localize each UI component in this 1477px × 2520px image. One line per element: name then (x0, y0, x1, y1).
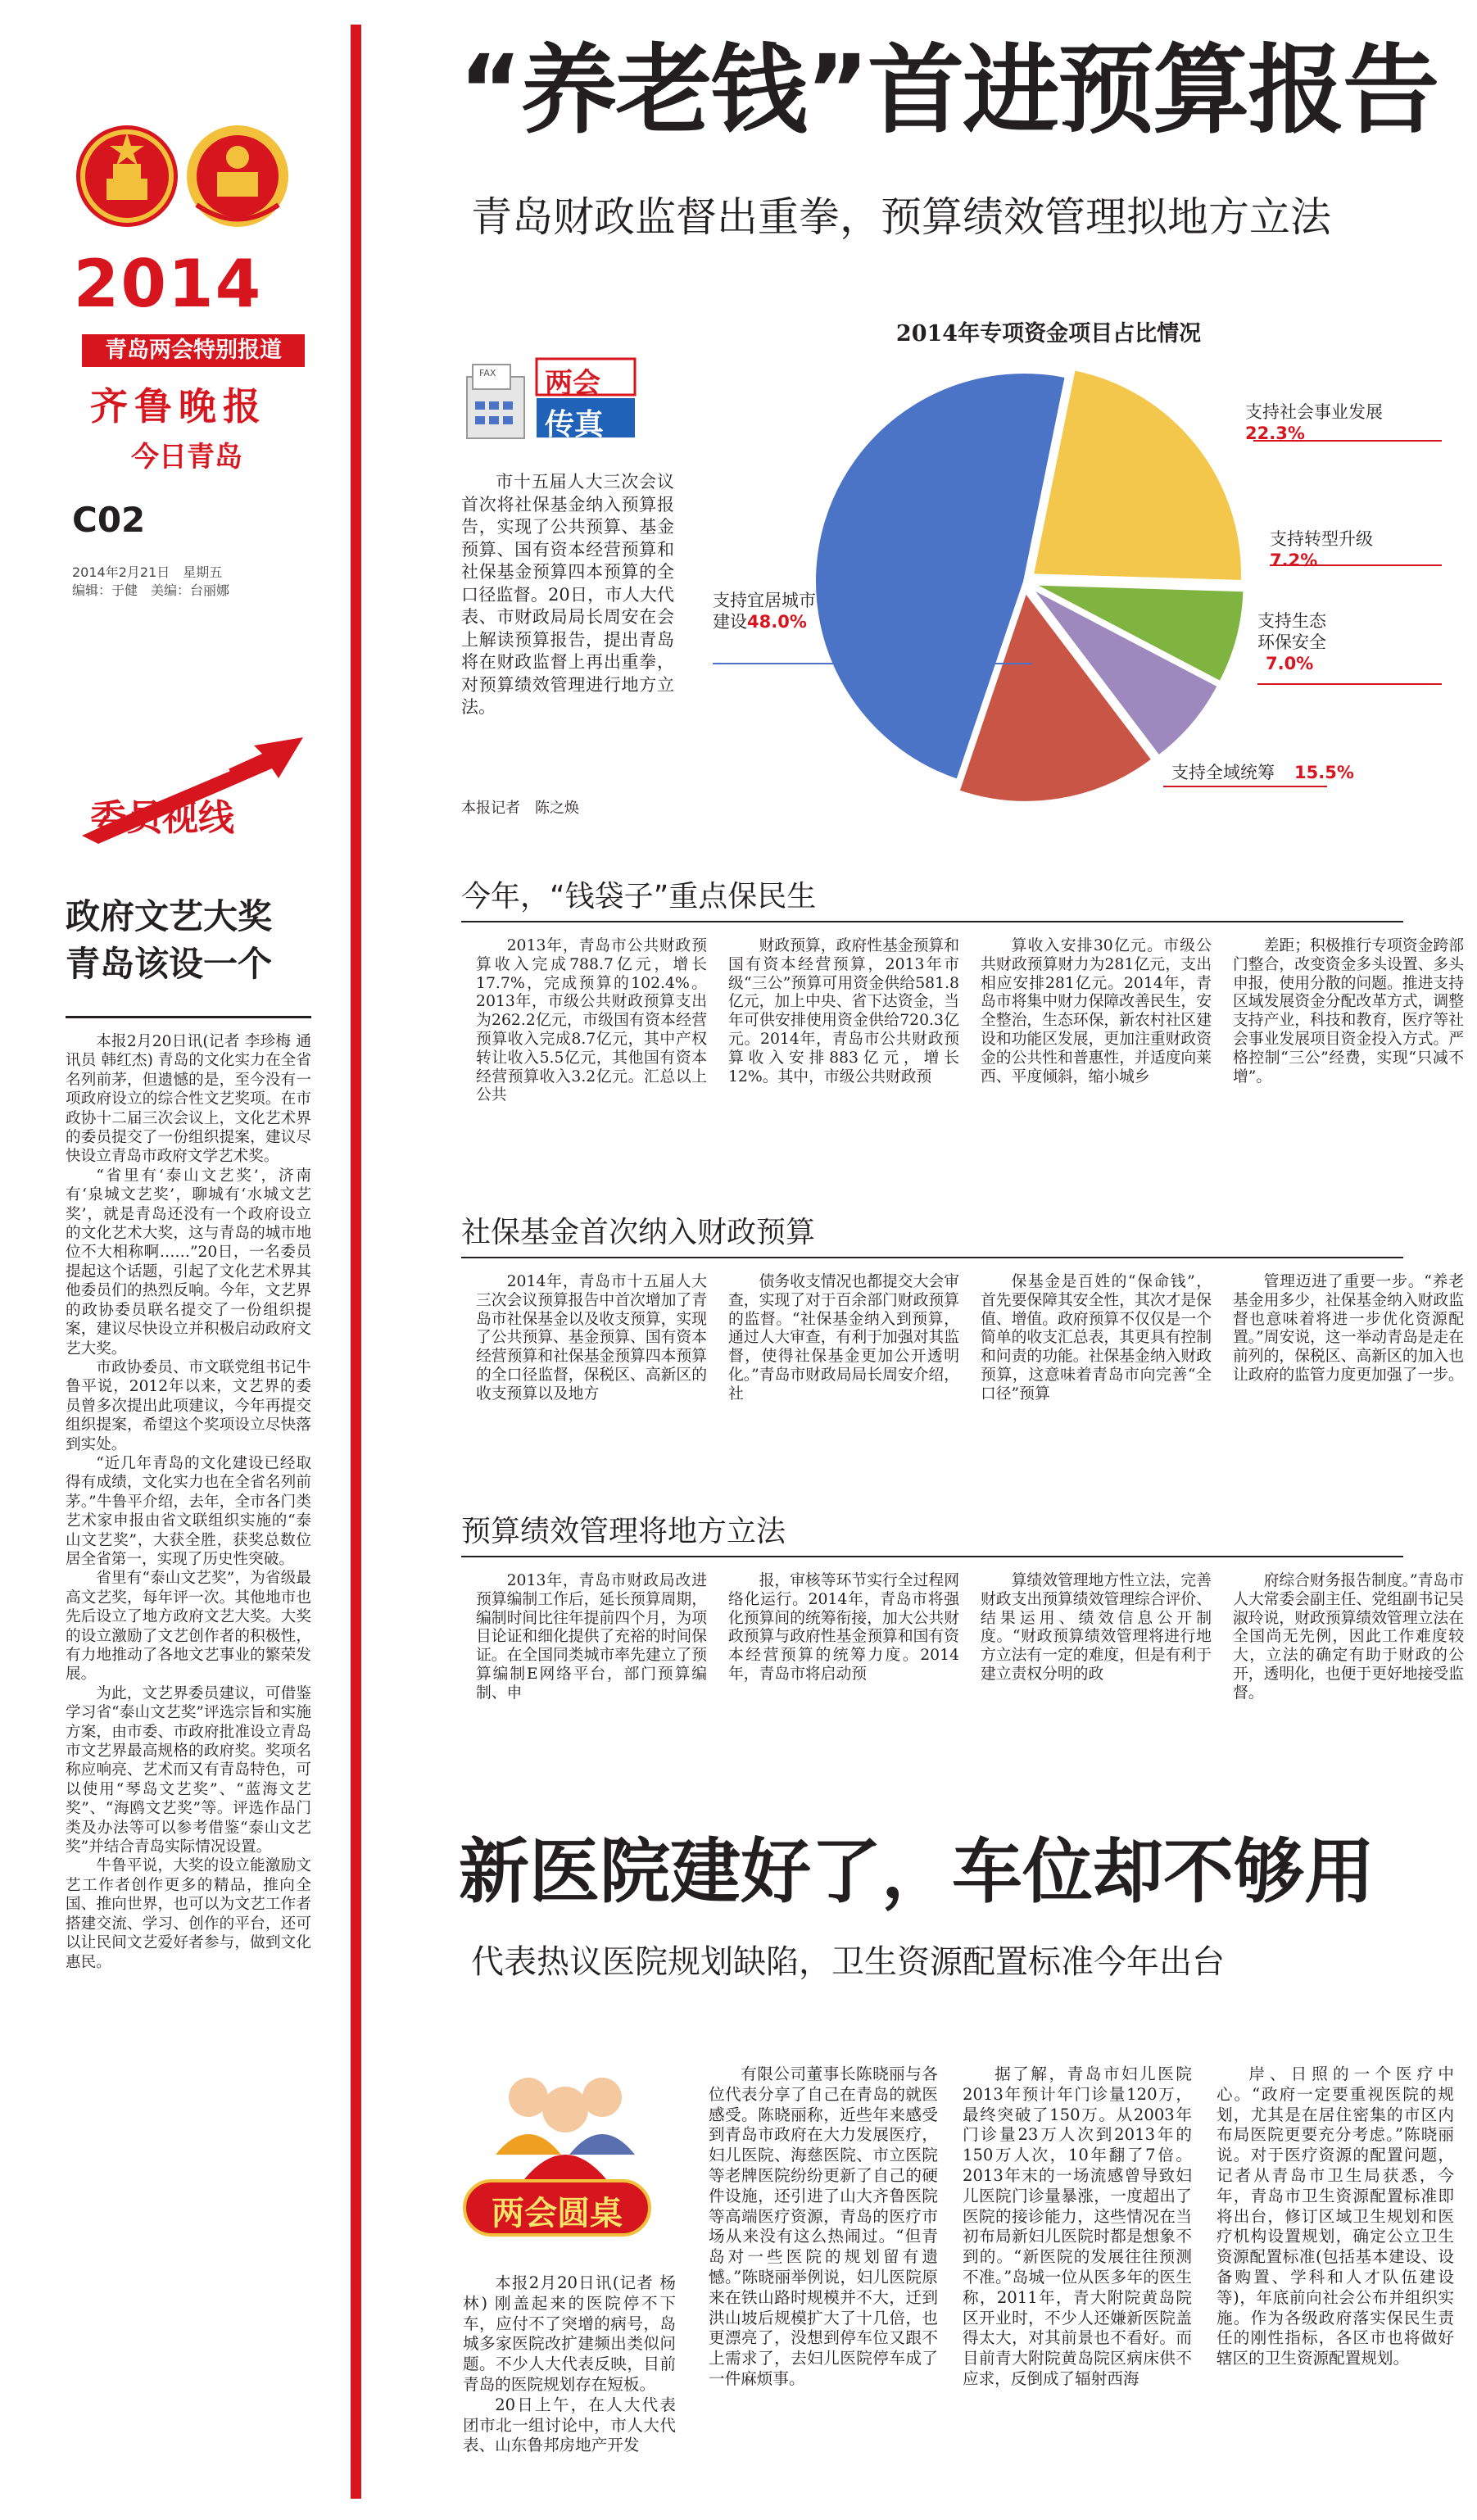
section-social-security-fund (461, 1212, 1469, 1404)
column-text: 管理迈进了重要一步。“养老基金用多少，社保基金纳入财政监督也意味着将进一步优化资源配置。”周安说，这一举动青岛是走在前列的，保税区、高新区的加入也让政府的监管力度更加强了一步。 (1233, 1273, 1464, 1384)
article-column (476, 1273, 707, 1404)
section-title: 预算绩效管理将地方立法 (461, 1515, 786, 1548)
column-text: 2013年，青岛市财政局改进预算编制工作后，延长预算周期，编制时间比往年提前四个月，为项目论证和细化提供了充裕的时间保证。在全国同类城市率先建立了预算编制E网络平台，部门预算编制、申 (476, 1572, 707, 1702)
column-text: 有限公司董事长陈晓丽与各位代表分享了自己在青岛的就医感受。陈晓丽称，近些年来感受到青岛市政府在大力发展医疗，妇儿医院、海慈医院、市立医院等老牌医院纷纷更新了自己的硬件设施，还引进了山大齐鲁医院等高端医疗资源，青岛的医疗市场从来没有这么热闹过。“但青岛对一些医院的规划留有遗憾。”陈晓丽举例说，妇儿医院原来在铁山路时规模并不大，迁到洪山坡后规模扩大了十几倍，也更漂亮了，没想到停车位又跟不上需求了，去妇儿医院停车成了一件麻烦事。 (709, 2064, 938, 2388)
pie-slice (1033, 369, 1242, 581)
article-column (476, 1572, 707, 1703)
column-text: 债务收支情况也都提交大会审查，实现了对于百余部门财政预算的监督。“社保基金纳入到预算，通过人大审查，有利于加强对其监督，使得社保基金更加公开透明化。”青岛市财政局局长周安介绍，社 (728, 1273, 959, 1403)
story2-lead (463, 2273, 676, 2456)
article-column (1233, 1572, 1464, 1703)
article-column (981, 937, 1212, 1105)
section-rule (461, 921, 1403, 922)
section-rule (461, 1556, 1403, 1557)
story2-headline: 新医院建好了，车位却不够用 (459, 1831, 1375, 1913)
section-columns (461, 1572, 1469, 1703)
sidebar-headline-line2: 青岛该设一个 (66, 944, 273, 984)
section-columns (461, 1273, 1469, 1404)
section-rule (461, 1257, 1403, 1258)
story2-lead-paragraph: 20日上午，在人大代表团市北一组讨论中，市人大代表、山东鲁邦房地产开发 (463, 2395, 676, 2455)
pie-value-label: 22.3% (1245, 424, 1305, 443)
pie-category-label: 支持宜居城市建设 (713, 591, 816, 632)
story2-column (963, 2064, 1192, 2390)
sidebar-paragraph: 为此，文艺界委员建议，可借鉴学习省“泰山文艺奖”评选宗旨和实施方案，由市委、市政府批准设立青岛市文艺界最高规格的政府奖。奖项名称应响亮、艺术而又有青岛特色，可以使用“琴岛文艺奖”、“蓝海文艺奖”、“海鸥文艺奖”等。评选作品门类及办法等可以参考借鉴“泰山文艺奖”并结合青岛实际情况设置。 (66, 1684, 311, 1856)
article-column (981, 1273, 1212, 1404)
column-text: 2013年，青岛市公共财政预算收入完成788.7亿元，增长17.7%，完成预算的102.4%。2013年，市级公共财政预算支出为262.2亿元，市级国有资本经营预算收入完成8.7亿元，其中产权转让收入5.5亿元，其他国有资本经营预算收入3.2亿元。汇总以上公共 (476, 937, 707, 1104)
story2-lead-paragraph: 本报2月20日讯(记者 杨林) 刚盖起来的医院停不下车，应付不了突增的病号，岛城多家医院改扩建频出类似问题。不少人大代表反映，目前青岛的医院规划存在短板。 (463, 2273, 676, 2394)
roundtable-label: 两会圆桌 (492, 2195, 623, 2232)
column-label-committee-view (66, 737, 311, 852)
main-intro (461, 471, 674, 719)
column-label-text: 委员视线 (90, 797, 234, 839)
sidebar-paragraph: 牛鲁平说，大奖的设立能激励文艺工作者创作更多的精品，推向全国、推向世界，也可以为文艺工作者搭建交流、学习、创作的平台，还可以让民间文艺爱好者参与，做到文化惠民。 (66, 1857, 311, 1971)
special-report-label: 青岛两会特别报道 (82, 334, 305, 367)
section-title: 社保基金首次纳入财政预算 (461, 1216, 816, 1249)
pie-slices (815, 369, 1244, 801)
article-column (728, 1572, 959, 1703)
column-text: 保基金是百姓的“保命钱”，首先要保障其安全性，其次才是保值、增值。政府预算不仅仅是一个简单的收支汇总表，其更具有控制和问责的功能。社保基金纳入财政预算，这意味着青岛市向完善“全口径”预算 (981, 1273, 1212, 1403)
pie-category-label: 支持转型升级 (1270, 529, 1373, 549)
article-column (981, 1572, 1212, 1703)
article-column (1233, 937, 1464, 1105)
pie-category-label: 支持生态环保安全 (1257, 611, 1326, 652)
article-column (1233, 1273, 1464, 1404)
article-column (728, 1273, 959, 1404)
sidebar-paragraph: 本报2月20日讯(记者 李珍梅 通讯员 韩红杰) 青岛的文化实力在全省名列前茅，但遗憾的是，至今没有一项政府设立的综合性文艺奖项。在市政协十二届三次会议上，文化艺术界的委员提交了一份组织提案，建议尽快设立青岛市政府文学艺术奖。 (66, 1033, 311, 1166)
pie-category-label: 支持社会事业发展 (1245, 402, 1383, 422)
intro-paragraph: 市十五届人大三次会议首次将社保基金纳入预算报告，实现了公共预算、基金预算、国有资本经营预算和社保基金预算四本预算的全口径监督。20日，市人大代表、市财政局局长周安在会上解读预算报告，提出青岛将在财政监督上再出重拳，对预算绩效管理进行地方立法。 (461, 472, 674, 717)
sidebar-paragraph: 省里有“泰山文艺奖”，为省级最高文艺奖，每年评一次。其他地市也先后设立了地方政府文艺大奖。大奖的设立激励了文艺创作者的积极性，有力地推动了各地文艺事业的繁荣发展。 (66, 1570, 311, 1684)
fax-badge: FAX (479, 368, 496, 378)
sidebar-article (66, 1032, 311, 1972)
story2-column (709, 2064, 938, 2390)
red-divider (351, 25, 361, 2499)
fax-label-bottom: 传真 (545, 408, 605, 442)
national-emblems-logo (74, 115, 295, 238)
section-people-livelihood (461, 877, 1469, 1105)
newspaper-name: 齐鲁晚报 (90, 384, 267, 428)
pie-value-label: 15.5% (1294, 763, 1354, 782)
roundtable-column-label (463, 2064, 668, 2253)
pie-value-label: 7.0% (1266, 654, 1314, 673)
section-columns (461, 937, 1469, 1105)
column-text: 差距；积极推行专项资金跨部门整合，改变资金多头设置、多头申报，使用分散的问题。推进支持区域发展资金分配改革方式，调整支持产业，科技和教育，医疗等社会事业发展项目资金投入方式。严格控制“三公”经费，实现“只减不增”。 (1233, 937, 1464, 1086)
column-text: 府综合财务报告制度。”青岛市人大常委会副主任、党组副书记吴淑玲说，财政预算绩效管理立法在全国尚无先例，因此工作难度较大，立法的确定有助于财政的公开，透明化，也便于更好地接受监督。 (1233, 1572, 1464, 1702)
sidebar-headline (66, 893, 272, 988)
budget-pie-chart (680, 311, 1466, 819)
column-text: 报，审核等环节实行全过程网络化运行。2014年，青岛市将强化预算间的统筹衔接，加大公共财政预算与政府性基金预算和国有资本经营预算的统筹力度。2014年，青岛市将启动预 (728, 1572, 959, 1683)
fax-column-label (463, 344, 651, 451)
article-column (728, 937, 959, 1105)
people-group-icon (463, 2064, 668, 2187)
sidebar-paragraph: 市政协委员、市文联党组书记牛鲁平说，2012年以来，文艺界的委员曾多次提出此项建议，今年再提交组织提案，希望这个奖项设立尽快落到实处。 (66, 1358, 311, 1453)
column-text: 2014年，青岛市十五届人大三次会议预算报告中首次增加了青岛市社保基金以及收支预算，实现了公共预算、基金预算、国有资本经营预算和社保基金预算四本预算的全口径监督，保税区、高新区的收支预算以及地方 (476, 1273, 707, 1403)
story2-subhead: 代表热议医院规划缺陷，卫生资源配置标准今年出台 (471, 1943, 1225, 1981)
main-reporter: 本报记者 陈之焕 (461, 800, 579, 817)
issue-date: 2014年2月21日 星期五 (72, 564, 223, 580)
column-text: 算收入安排30亿元。市级公共财政预算财力为281亿元，支出相应安排281亿元。2014年，青岛市将集中财力保障改善民生，安全整治，生态环保，新农村社区建设和功能区发展，更加注重财政资金的公共性和普惠性，并适度向莱西、平度倾斜，缩小城乡 (981, 937, 1212, 1086)
sidebar-headline-line1: 政府文艺大奖 (66, 896, 273, 936)
main-subhead: 青岛财政监督出重拳，预算绩效管理拟地方立法 (471, 193, 1331, 241)
column-text: 岸、日照的一个医疗中心。“政府一定要重视医院的规划，尤其是在居住密集的市区内布局医院更要充分考虑。”陈晓丽说。对于医疗资源的配置问题，记者从青岛市卫生局获悉，今年，青岛市卫生资源配置标准即将出台，修订区域卫生规划和医疗机构设置规划，确定公立卫生资源配置标准(包括基本建设、设备购置、学科和人才队伍建设等)，年底前向社会公布并组织实施。作为各级政府落实保民生责任的刚性指标，各区市也将做好辖区的卫生资源配置规划。 (1216, 2064, 1454, 2368)
sidebar-paragraph: “省里有‘泰山文艺奖’，济南有‘泉城文艺奖’，聊城有‘水城文艺奖’，就是青岛还没有一个政府设立的文化艺术大奖，这与青岛的城市地位不大相称啊……”20日，一名委员提起这个话题，引起了文化艺术界其他委员们的热烈反响。今年，文艺界的政协委员联名提交了一份组织提案，建议尽快设立并积极启动政府文艺大奖。 (66, 1167, 311, 1357)
sidebar (0, 0, 336, 2520)
special-year: 2014 (73, 246, 263, 322)
pie-value-label: 48.0% (747, 612, 807, 632)
pie-category-label: 支持全域统筹 (1171, 763, 1275, 782)
column-text: 财政预算，政府性基金预算和国有资本经营预算，2013年市级“三公”预算可用资金供给581.8亿元，加上中央、省下达资金，当年可供安排使用资金供给720.3亿元。2014年，青岛市公共财政预算收入安排883亿元，增长12%。其中，市级公共财政预 (728, 937, 959, 1086)
main-headline: “养老钱”首进预算报告 (459, 34, 1438, 147)
article-column (476, 937, 707, 1105)
section-title: 今年，“钱袋子”重点保民生 (461, 880, 817, 913)
fax-label-top: 两会 (545, 367, 600, 400)
column-text: 据了解，青岛市妇儿医院2013年预计年门诊量120万，最终突破了150万。从2003年门诊量23万人次到2013年的150万人次，10年翻了7倍。2013年末的一场流感曾导致妇儿医院门诊量暴涨，一度超出了医院的接诊能力，这些情况在当初布局新妇儿医院时都是想象不到的。“新医院的发展往往预测不准。”岛城一位从医多年的医生称，2011年，青大附院黄岛院区开业时，不少人还嫌新医院盖得太大，对其前景也不看好。而目前青大附院黄岛院区病床供不应求，反倒成了辐射西海 (963, 2064, 1192, 2388)
sidebar-paragraph: “近几年青岛的文化建设已经取得有成绩，文化实力也在全省名列前茅。”牛鲁平介绍，去年，全市各门类艺术家申报由省文联组织实施的“泰山文艺奖”，大获全胜，获奖总数位居全省第一，实现了历史性突破。 (66, 1454, 311, 1568)
page-meta (72, 564, 229, 600)
chart-title: 2014年专项资金项目占比情况 (895, 321, 1202, 347)
story2-column (1216, 2064, 1454, 2369)
pie-value-label: 7.2% (1270, 551, 1318, 570)
editor-credits: 编辑：于健 美编：台丽娜 (72, 582, 230, 598)
page-number: C02 (72, 500, 146, 540)
section-performance-legislation (461, 1512, 1469, 1703)
column-text: 算绩效管理地方性立法，完善财政支出预算绩效管理综合评价、结果运用、绩效信息公开制度。“财政预算绩效管理将进行地方立法有一定的难度，但是有利于建立责权分明的政 (981, 1572, 1212, 1683)
section-name: 今日青岛 (131, 441, 242, 474)
sidebar-rule (66, 1016, 311, 1018)
